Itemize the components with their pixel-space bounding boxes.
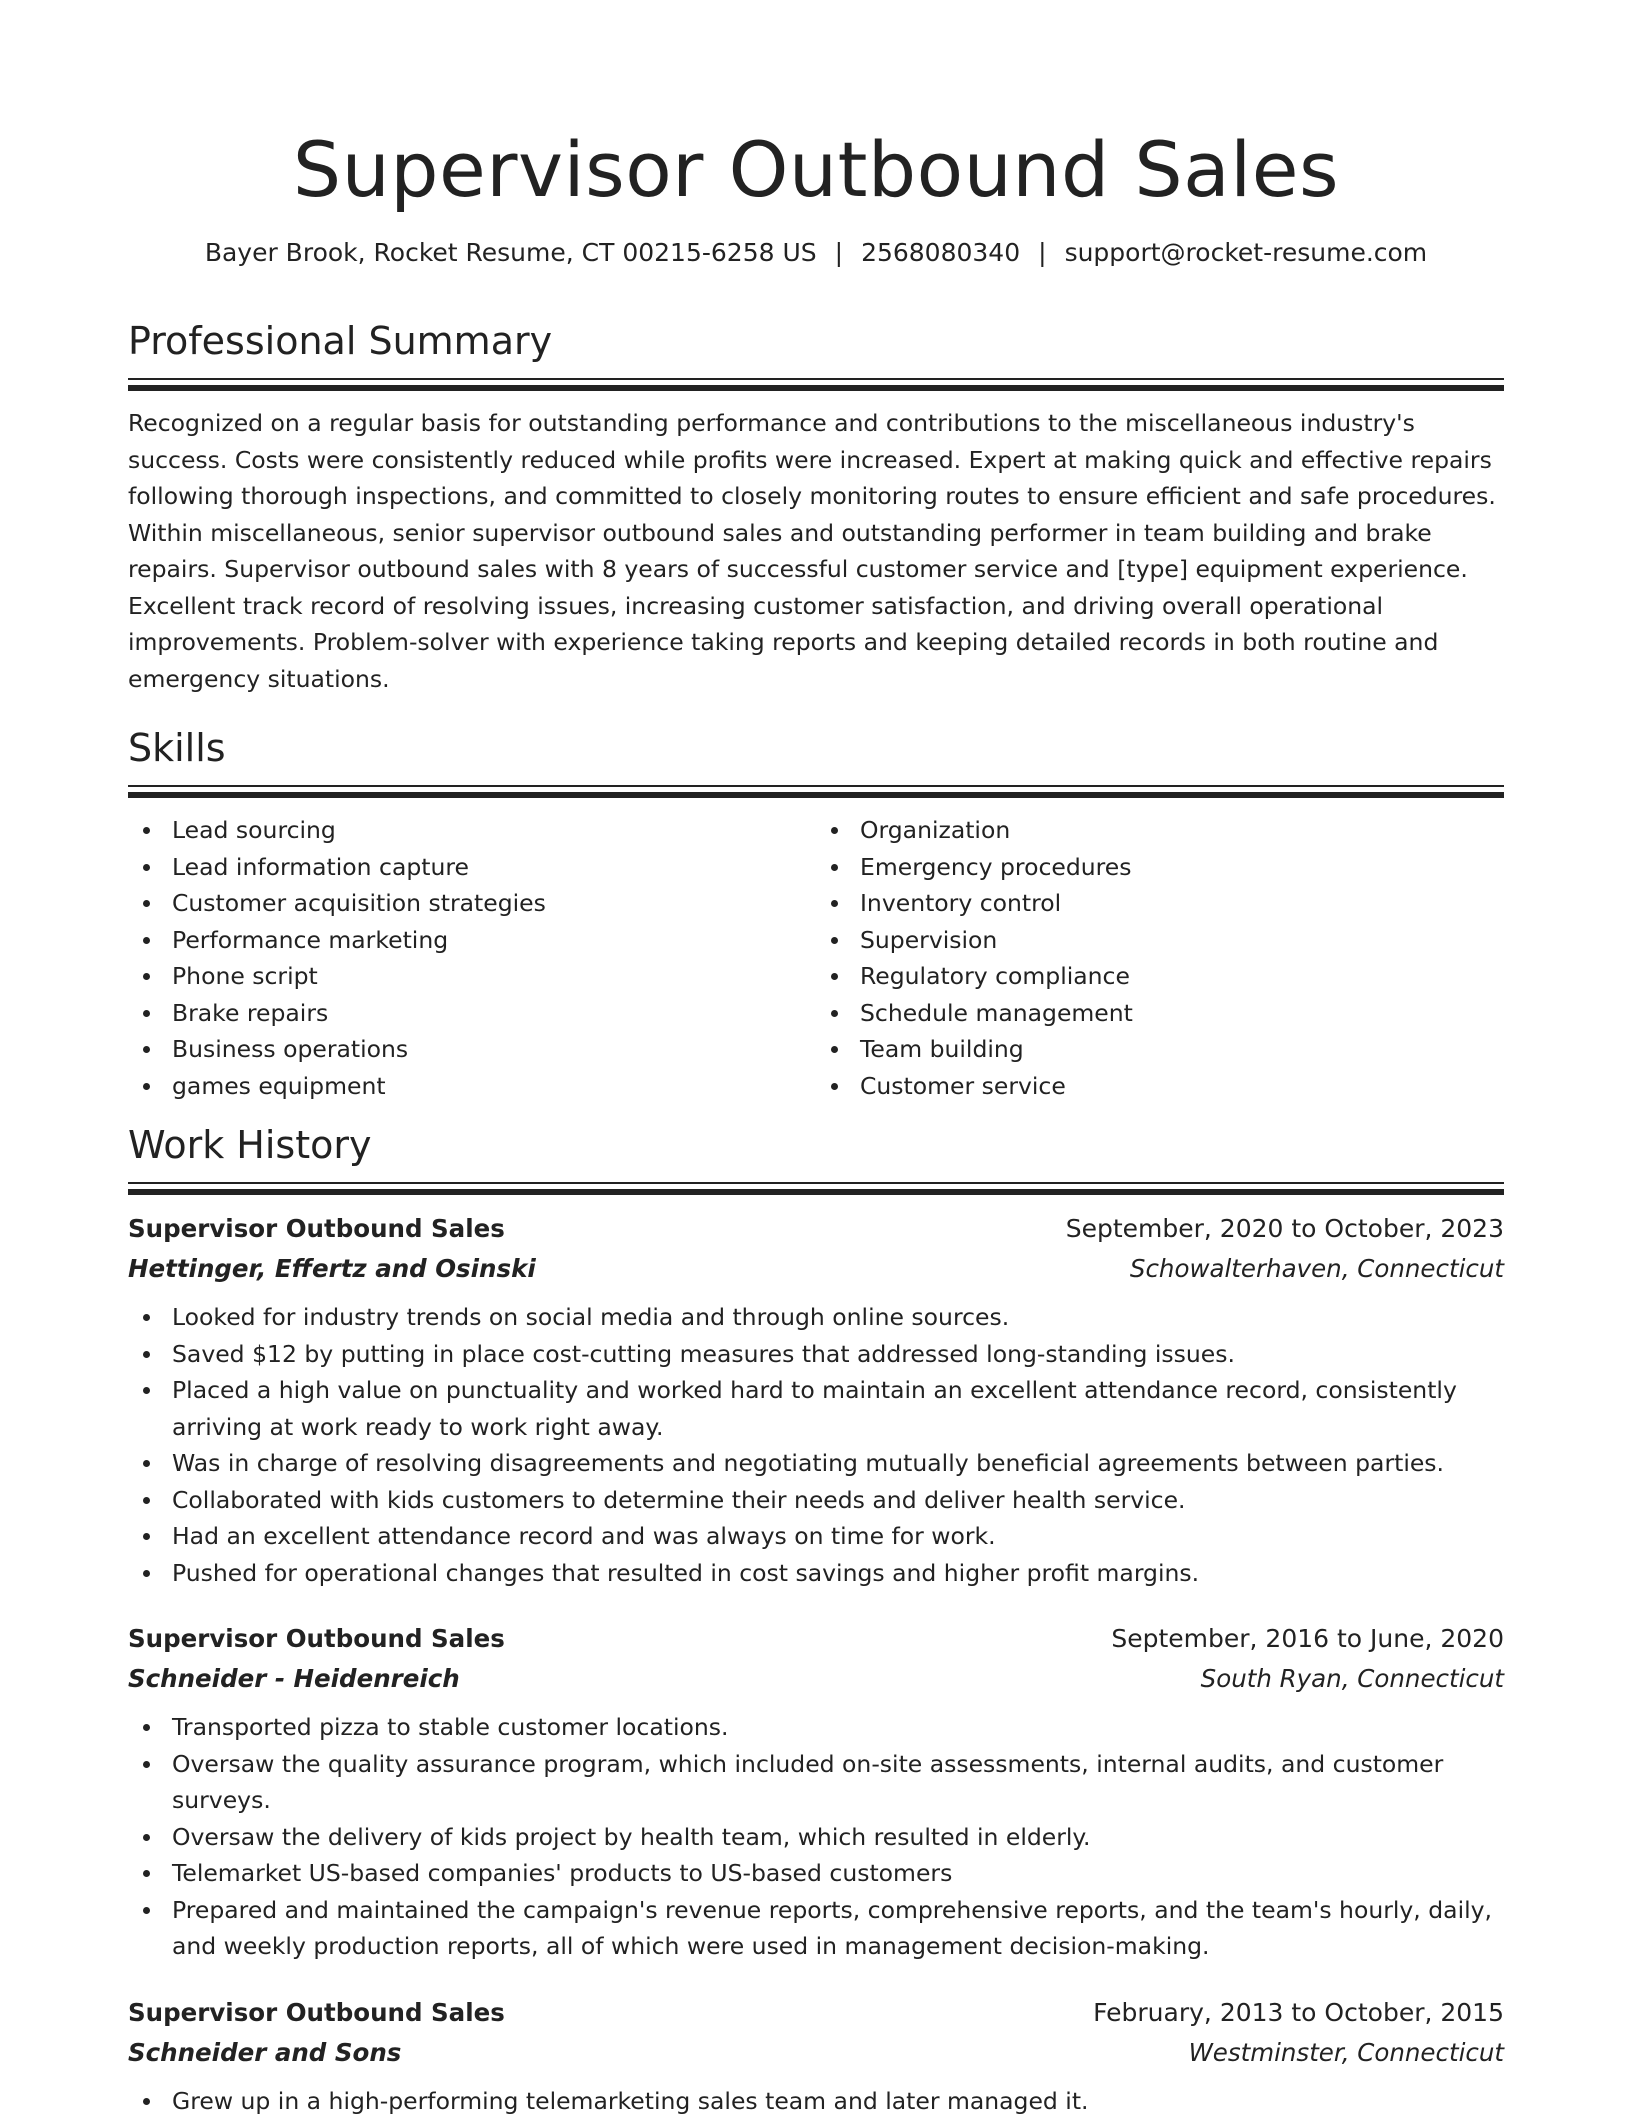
contact-address: Bayer Brook, Rocket Resume, CT 00215-6258 US [205,238,817,267]
candidate-name: Supervisor Outbound Sales [128,120,1504,220]
skill-item: Customer service [816,1068,1504,1105]
job-entry [128,1619,1504,1965]
skill-item: Customer acquisition strategies [128,885,816,922]
skills-section [128,723,1504,1104]
job-header-row [128,1993,1504,2033]
job-bullet: Prepared and maintained the campaign's revenue reports, comprehensive reports, and the team's hourly, daily, and weekly production reports, all of which were used in management decision-making. [128,1892,1504,1965]
skill-item: Organization [816,812,1504,849]
job-title: Supervisor Outbound Sales [128,1209,505,1249]
skill-item: Performance marketing [128,922,816,959]
job-bullets [128,1709,1504,1965]
skill-item: Inventory control [816,885,1504,922]
job-bullets [128,2083,1504,2119]
skill-item: Business operations [128,1031,816,1068]
contact-email: support@rocket-resume.com [1065,238,1428,267]
job-bullet: Looked for industry trends on social media and through online sources. [128,1299,1504,1336]
section-title-work-history: Work History [128,1120,1504,1170]
section-divider [128,785,1504,798]
skill-item: Supervision [816,922,1504,959]
work-history-section [128,1120,1504,2119]
job-bullet: Collaborated with kids customers to determine their needs and deliver health service. [128,1482,1504,1519]
skill-item: Emergency procedures [816,849,1504,886]
skill-item: Team building [816,1031,1504,1068]
job-company-row [128,1659,1504,1699]
job-company: Schneider - Heidenreich [128,1659,460,1699]
job-company-row [128,2033,1504,2073]
contact-phone: 2568080340 [861,238,1020,267]
job-bullet: Placed a high value on punctuality and worked hard to maintain an excellent attendance record, consistently arriving at work ready to work right away. [128,1372,1504,1445]
job-title: Supervisor Outbound Sales [128,1993,505,2033]
skill-item: Lead information capture [128,849,816,886]
job-location: Westminster, Connecticut [1189,2033,1504,2073]
job-bullet: Was in charge of resolving disagreements and negotiating mutually beneficial agreements between parties. [128,1445,1504,1482]
job-entry [128,1993,1504,2119]
job-bullet: Had an excellent attendance record and was always on time for work. [128,1518,1504,1555]
job-title: Supervisor Outbound Sales [128,1619,505,1659]
skill-item: Phone script [128,958,816,995]
job-bullet: Saved $12 by putting in place cost-cutting measures that addressed long-standing issues. [128,1336,1504,1373]
contact-separator: | [1038,236,1046,270]
contact-separator: | [835,236,843,270]
skill-item: Schedule management [816,995,1504,1032]
job-dates: September, 2020 to October, 2023 [1066,1209,1504,1249]
job-bullet: Pushed for operational changes that resulted in cost savings and higher profit margins. [128,1555,1504,1592]
job-bullet: Telemarket US-based companies' products to US-based customers [128,1855,1504,1892]
job-company-row [128,1249,1504,1289]
job-bullets [128,1299,1504,1591]
section-divider [128,1182,1504,1195]
skill-item: Lead sourcing [128,812,816,849]
job-dates: September, 2016 to June, 2020 [1111,1619,1504,1659]
job-bullet: Grew up in a high-performing telemarketing sales team and later managed it. [128,2083,1504,2119]
section-divider [128,378,1504,391]
job-company: Schneider and Sons [128,2033,401,2073]
job-location: South Ryan, Connecticut [1201,1659,1504,1699]
skills-columns [128,812,1504,1104]
section-title-summary: Professional Summary [128,316,1504,366]
skill-item: Brake repairs [128,995,816,1032]
job-bullet: Oversaw the quality assurance program, which included on-site assessments, internal audits, and customer surveys. [128,1746,1504,1819]
skill-item: Regulatory compliance [816,958,1504,995]
job-header-row [128,1209,1504,1249]
job-bullet: Oversaw the delivery of kids project by health team, which resulted in elderly. [128,1819,1504,1856]
skills-column-right [816,812,1504,1104]
job-dates: February, 2013 to October, 2015 [1093,1993,1504,2033]
job-bullet: Transported pizza to stable customer locations. [128,1709,1504,1746]
job-entry [128,1209,1504,1591]
skills-column-left [128,812,816,1104]
summary-text: Recognized on a regular basis for outstanding performance and contributions to the miscellaneous industry's success. Costs were consistently reduced while profits were increased. Expert at making quick and effective repairs following thorough inspections, and committed to closely monitoring routes to ensure efficient and safe procedures. Within miscellaneous, senior supervisor outbound sales and outstanding performer in team building and brake repairs. Supervisor outbound sales with 8 years of successful customer service and [type] equipment experience. Excellent track record of resolving issues, increasing customer satisfaction, and driving overall operational improvements. Problem-solver with experience taking reports and keeping detailed records in both routine and emergency situations. [128,405,1504,697]
section-title-skills: Skills [128,723,1504,773]
contact-line [128,236,1504,270]
skill-item: games equipment [128,1068,816,1105]
job-company: Hettinger, Effertz and Osinski [128,1249,536,1289]
job-location: Schowalterhaven, Connecticut [1130,1249,1504,1289]
resume-page [128,0,1504,2119]
professional-summary-section [128,316,1504,697]
job-header-row [128,1619,1504,1659]
